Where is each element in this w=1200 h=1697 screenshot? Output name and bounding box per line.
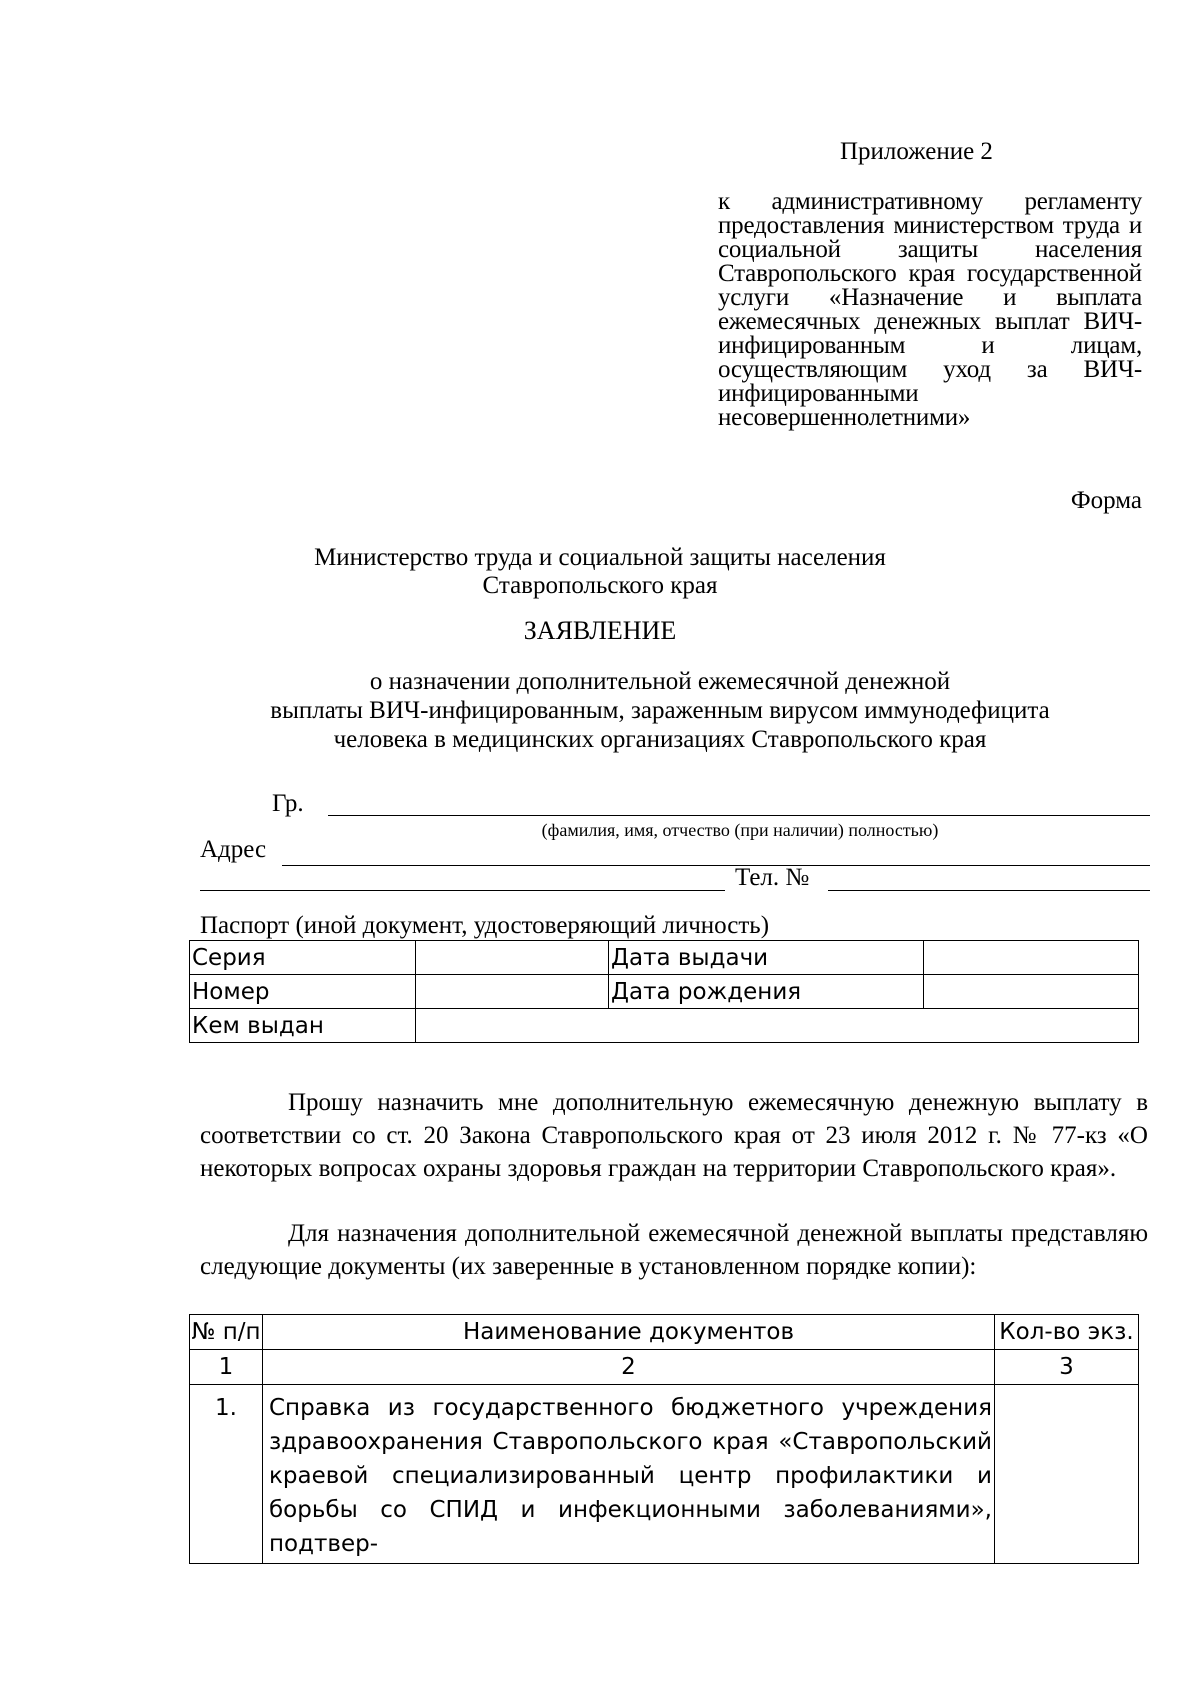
table-header-row	[190, 1315, 1139, 1350]
appendix-description: к административному регламенту предоставления министерством труда и социальной защиты населения Ставропольского края государственной услуги «Назначение и выплата ежемесячных денежных выплат ВИЧ-инфицированным и лицам, осуществляющим уход за ВИЧ-инфицированными несовершеннолетними»	[718, 188, 1142, 431]
statement-subtitle	[180, 667, 1140, 754]
citizen-name-field[interactable]	[328, 815, 1150, 816]
statement-subtitle-line-1: о назначении дополнительной ежемесячной денежной	[369, 668, 951, 695]
documents-table	[189, 1314, 1139, 1564]
series-label: Серия	[190, 941, 416, 975]
header-name: Наименование документов	[263, 1315, 995, 1350]
ministry-line-2: Ставропольского края	[482, 572, 718, 599]
row-num: 1.	[190, 1385, 263, 1564]
statement-subtitle-line-3: человека в медицинских организациях Ставропольского края	[333, 726, 987, 753]
number-label: Номер	[190, 975, 416, 1009]
ministry-line-1: Министерство труда и социальной защиты населения	[314, 544, 886, 571]
statement-subtitle-line-2: выплаты ВИЧ-инфицированным, зараженным вирусом иммунодефицита	[270, 697, 1050, 724]
passport-table	[189, 940, 1139, 1043]
form-label: Форма	[1070, 487, 1142, 514]
address-label: Адрес	[200, 836, 267, 863]
table-row	[190, 1009, 1139, 1043]
row-count-field[interactable]	[995, 1385, 1139, 1564]
row-name-text: Справка из государственного бюджетного учреждения здравоохранения Ставропольского края «Ставропольский краевой специализированный центр профилактики и борьбы со СПИД и инфекционными заболеваниями», подтвер-	[269, 1395, 992, 1557]
column-number-3: 3	[995, 1350, 1139, 1385]
issue-date-field[interactable]	[924, 941, 1139, 975]
column-number-row	[190, 1350, 1139, 1385]
table-row	[190, 941, 1139, 975]
header-count: Кол-во экз.	[995, 1315, 1139, 1350]
column-number-2: 2	[263, 1350, 995, 1385]
birth-date-label: Дата рождения	[609, 975, 924, 1009]
phone-label: Тел. №	[735, 864, 810, 891]
table-row	[190, 975, 1139, 1009]
row-name	[263, 1385, 995, 1564]
issue-date-label: Дата выдачи	[609, 941, 924, 975]
ministry-name	[200, 544, 1000, 600]
phone-field[interactable]	[828, 890, 1150, 891]
documents-paragraph: Для назначения дополнительной ежемесячной денежной выплаты представляю следующие документы (их заверенные в установленном порядке копии):	[200, 1220, 1148, 1280]
column-number-1: 1	[190, 1350, 263, 1385]
passport-title: Паспорт (иной документ, удостоверяющий личность)	[200, 912, 770, 939]
statement-title: ЗАЯВЛЕНИЕ	[523, 616, 677, 645]
citizen-label: Гр.	[272, 790, 304, 817]
issued-by-field[interactable]	[416, 1009, 1139, 1043]
birth-date-field[interactable]	[924, 975, 1139, 1009]
issued-by-label: Кем выдан	[190, 1009, 416, 1043]
table-row	[190, 1385, 1139, 1564]
address-field-continued[interactable]	[200, 890, 725, 891]
number-field[interactable]	[416, 975, 609, 1009]
address-field[interactable]	[282, 865, 1150, 866]
citizen-hint: (фамилия, имя, отчество (при наличии) полностью)	[541, 820, 939, 840]
series-field[interactable]	[416, 941, 609, 975]
request-paragraph: Прошу назначить мне дополнительную ежемесячную денежную выплату в соответствии со ст. 20 Закона Ставропольского края от 23 июля 2012 г. № 77-кз «О некоторых вопросах охраны здоровья граждан на территории Ставропольского края».	[200, 1089, 1148, 1182]
header-num: № п/п	[190, 1315, 263, 1350]
appendix-title: Приложение 2	[840, 138, 993, 165]
